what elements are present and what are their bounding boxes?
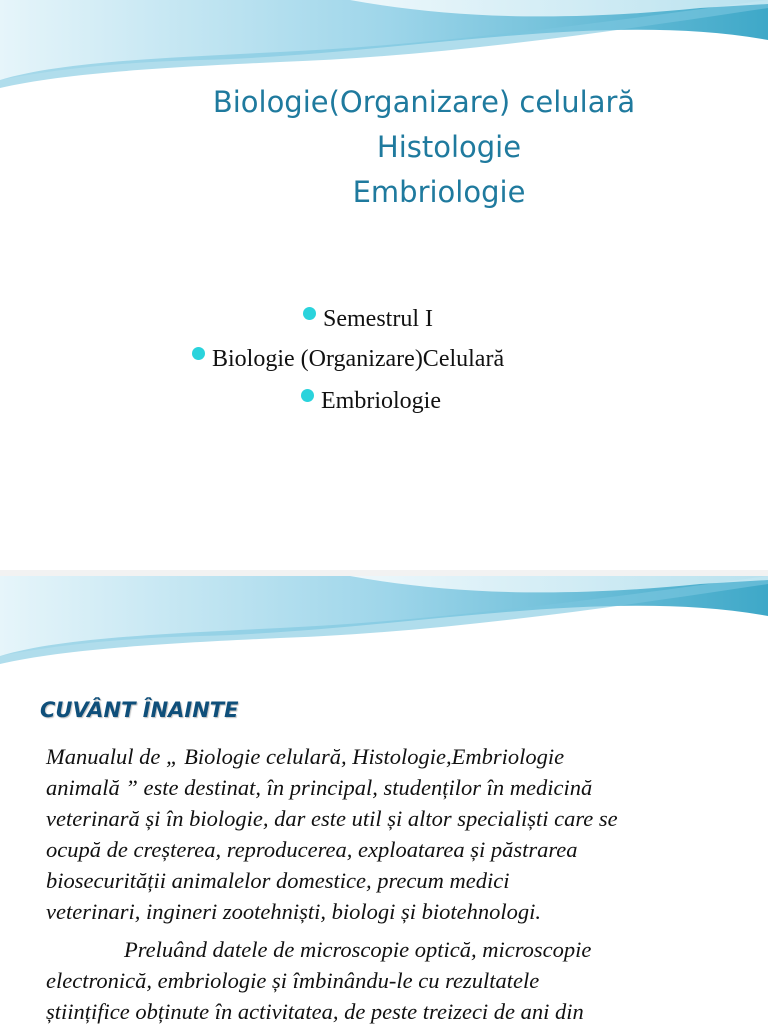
bullet-text: Biologie (Organizare)Celulară [212,346,505,372]
section-heading: CUVÂNT ÎNAINTE [40,698,239,722]
title-line-3: Embriologie [352,175,526,209]
body-text [46,741,746,1024]
text-line: Manualul de „ Biologie celulară, Histologie,Embriologie [46,744,565,769]
bullet-dot-icon [303,307,316,320]
title-line-1: Biologie(Organizare) celulară [212,85,636,119]
list-item [192,346,504,373]
text-line: științifice obținute în activitatea, de peste treizeci de ani din [46,999,584,1024]
text-line: animală ” este destinat, în principal, studenților în medicină [46,775,593,800]
text-line: electronică, embriologie și îmbinându-le cu rezultatele [46,968,540,993]
text-line: biosecurității animalelor domestice, precum medici [46,868,510,893]
bullet-text: Embriologie [321,388,441,414]
text-line: Preluând datele de microscopie optică, microscopie [124,937,592,962]
bullet-dot-icon [192,347,205,360]
wave-banner-decoration [0,576,768,686]
slide-title [0,80,768,215]
bullet-dot-icon [301,389,314,402]
slide-2 [0,576,768,1024]
paragraph-2 [46,934,746,1024]
text-line: ocupă de creșterea, reproducerea, exploatarea și păstrarea [46,837,578,862]
paragraph-1 [46,741,746,927]
text-line: veterinară și în biologie, dar este util și altor specialiști care se [46,806,618,831]
text-line: veterinari, ingineri zootehniști, biologi și biotehnologi. [46,899,541,924]
bullet-text: Semestrul I [323,306,433,332]
list-item [303,306,433,333]
title-line-2: Histologie [376,130,522,164]
list-item [301,388,441,415]
